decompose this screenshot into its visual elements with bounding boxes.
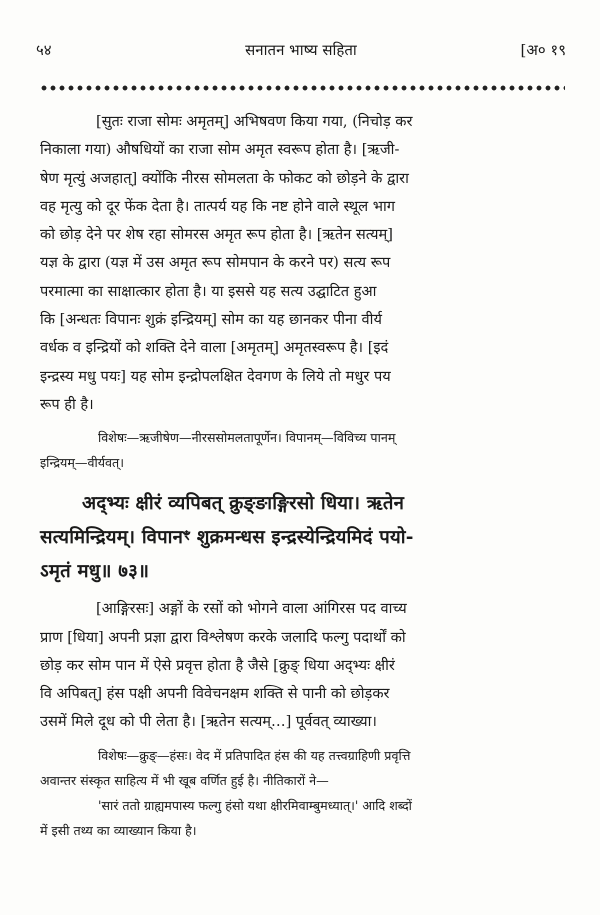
mantra-line: सत्यमिन्द्रियम्। विपानꣳ शुक्रमन्धस इन्द्रस्येन्द्रियमिदं पयो- bbox=[40, 527, 414, 549]
mantra-line: ऽमृतं मधु॥ ७३॥ bbox=[40, 561, 150, 583]
page-content bbox=[40, 108, 565, 843]
page-header bbox=[36, 40, 566, 66]
text-line: कि [अन्धतः विपानः शुक्रं इन्द्रियम्] सोम का यह छानकर पीना वीर्य bbox=[40, 311, 382, 329]
text-line: वर्धक व इन्द्रियों को शक्ति देने वाला [अमृतम्] अमृतस्वरूप है। [इदं bbox=[40, 339, 389, 357]
text-line: इन्द्रस्य मधु पयः] यह सोम इन्द्रोपलक्षित देवगण के लिये तो मधुर पय bbox=[40, 367, 391, 385]
note-line: 'सारं ततो ग्राह्यमपास्य फल्गु हंसो यथा क्षीरमिवाम्बुमध्यात्।' आदि शब्दों bbox=[98, 797, 412, 813]
text-line: [सुतः राजा सोमः अमृतम्] अभिषवण किया गया, (निचोड़ कर bbox=[96, 113, 413, 130]
text-line: वह मृत्यु को दूर फेंक देता है। तात्पर्य यह कि नष्ट होने वाले स्थूल भाग bbox=[40, 197, 395, 215]
note-line: इन्द्रियम्—वीर्यवत्। bbox=[40, 455, 124, 471]
text-line: यज्ञ के द्वारा (यज्ञ में उस अमृत रूप सोमपान के करने पर) सत्य रूप bbox=[40, 254, 391, 272]
note-line: विशेषः—क्रुङ्—हंसः। वेद में प्रतिपादित हंस की यह तत्त्वग्राहिणी प्रवृत्ति bbox=[98, 747, 411, 763]
ornamental-divider bbox=[40, 84, 565, 92]
text-line: छोड़ कर सोम पान में ऐसे प्रवृत्त होता है जैसे [क्रुङ् धिया अद्भ्यः क्षीरं bbox=[40, 656, 395, 674]
special-note-1 bbox=[40, 425, 565, 475]
text-line: [आङ्गिरसः] अङ्गों के रसों को भोगने वाला आंगिरस पद वाच्य bbox=[96, 600, 407, 618]
text-line: निकाला गया) औषधियों का राजा सोम अमृत स्वरूप होता है। [ऋजी- bbox=[40, 141, 400, 159]
commentary-paragraph-2 bbox=[40, 595, 565, 736]
text-line: परमात्मा का साक्षात्कार होता है। या इससे यह सत्य उद्घाटित हुआ bbox=[40, 282, 377, 300]
mantra-line: अद्भ्यः क्षीरं व्यपिबत् क्रुङ्ङाङ्गिरसो धिया। ऋतेन bbox=[82, 493, 405, 515]
commentary-paragraph-1 bbox=[40, 108, 565, 419]
note-line: में इसी तथ्य का व्याख्यान किया है। bbox=[40, 822, 197, 838]
text-line: रूप ही है। bbox=[40, 395, 94, 413]
text-line: प्राण [धिया] अपनी प्रज्ञा द्वारा विश्लेषण करके जलादि फल्गु पदार्थों को bbox=[40, 628, 406, 646]
text-line: षेण मृत्युं अजहात्] क्योंकि नीरस सोमलता के फोकट को छोड़ने के द्वारा bbox=[40, 169, 409, 187]
note-line: विशेषः—ऋजीषेण—नीरससोमलतापूर्णेन। विपानम्—विविच्य पानम् bbox=[98, 430, 396, 446]
text-line: वि अपिबत्] हंस पक्षी अपनी विवेचनक्षम शक्ति से पानी को छोड़कर bbox=[40, 685, 390, 703]
sanskrit-mantra bbox=[40, 487, 565, 589]
note-line: अवान्तर संस्कृत साहित्य में भी खूब वर्णित हुई है। नीतिकारों ने— bbox=[40, 772, 329, 788]
text-line: को छोड़ देने पर शेष रहा सोमरस अमृत रूप होता है। [ऋतेन सत्यम्] bbox=[40, 226, 393, 244]
chapter-reference: [अ० १९ bbox=[520, 41, 566, 59]
running-title: सनातन भाष्य सहिता bbox=[245, 41, 357, 59]
text-line: उसमें मिले दूध को पी लेता है। [ऋतेन सत्यम्…] पूर्ववत् व्याख्या। bbox=[40, 713, 377, 731]
special-note-2 bbox=[40, 743, 565, 843]
page-number: ५४ bbox=[36, 41, 52, 59]
